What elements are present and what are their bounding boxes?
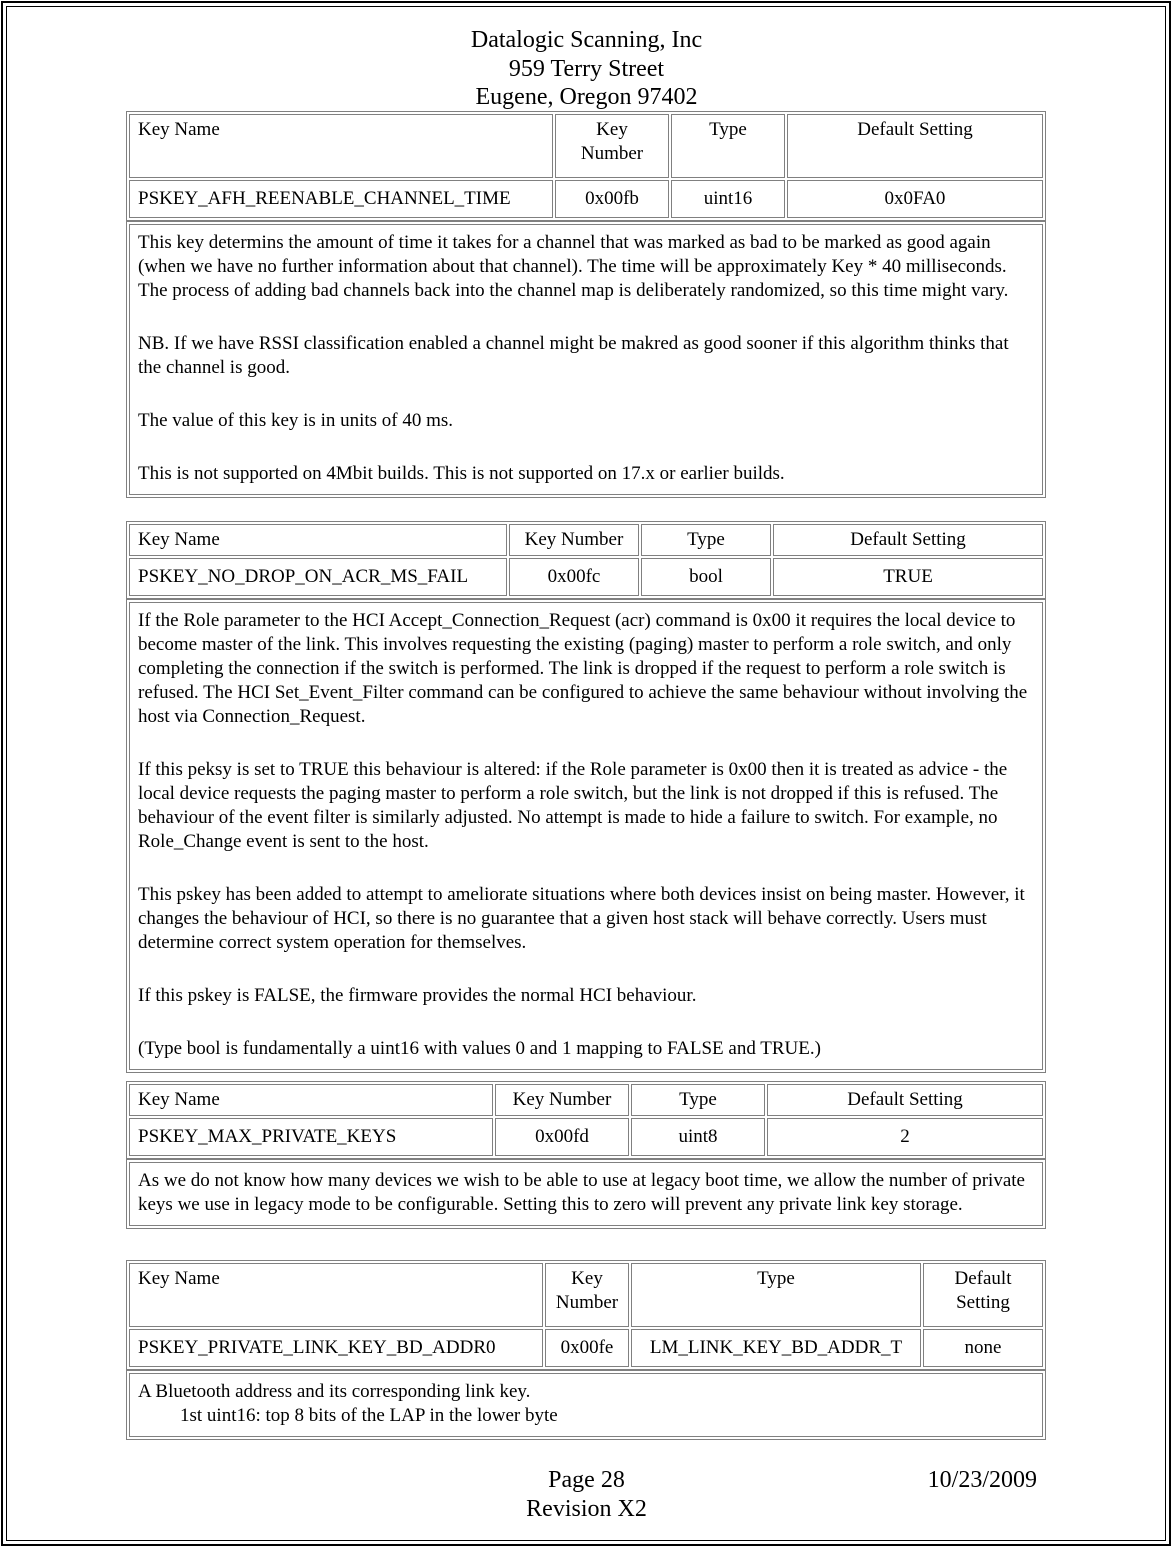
- default-setting-header: Default Setting: [773, 524, 1043, 556]
- description-paragraph: This key determins the amount of time it takes for a channel that was marked as bad to be marked as good again (when we have no further information about that channel). The time will be approximately Key * 40 milliseconds. The process of adding bad channels back into the channel map is deliberately randomized, so this time might vary.: [138, 232, 1009, 301]
- default-setting-value: TRUE: [773, 558, 1043, 596]
- type-header: Type: [631, 1263, 921, 1327]
- company-header: [0, 26, 1173, 112]
- default-setting-header: Default Setting: [787, 114, 1043, 178]
- description-paragraph: 1st uint16: top 8 bits of the LAP in the lower byte: [180, 1405, 558, 1426]
- revision: Revision X2: [526, 1495, 647, 1522]
- key-number-value: 0x00fd: [495, 1118, 629, 1156]
- type-header: Type: [671, 114, 785, 178]
- page-number: Page 28: [548, 1467, 625, 1493]
- default-setting-header: Default Setting: [767, 1084, 1043, 1116]
- key-name-value: PSKEY_NO_DROP_ON_ACR_MS_FAIL: [129, 558, 507, 596]
- default-setting-value: none: [923, 1329, 1043, 1367]
- key-table: [126, 111, 1046, 221]
- key-description: [126, 599, 1046, 1073]
- default-setting-value: 2: [767, 1118, 1043, 1156]
- description-paragraph: This is not supported on 4Mbit builds. This is not supported on 17.x or earlier builds.: [138, 463, 785, 484]
- type-header: Type: [631, 1084, 765, 1116]
- type-value: bool: [641, 558, 771, 596]
- footer-date: 10/23/2009: [927, 1467, 1037, 1493]
- company-city: Eugene, Oregon 97402: [475, 84, 698, 110]
- key-description: [126, 221, 1046, 498]
- key-number-header: Key Number: [545, 1263, 629, 1327]
- description-paragraph: As we do not know how many devices we wish to be able to use at legacy boot time, we allow the number of private keys we use in legacy mode to be configurable. Setting this to zero will prevent any private link key storage.: [138, 1170, 1025, 1215]
- description-paragraph: If this pskey is FALSE, the firmware provides the normal HCI behaviour.: [138, 985, 697, 1006]
- key-description: [126, 1159, 1046, 1229]
- default-setting-value: 0x0FA0: [787, 180, 1043, 218]
- key-entry-no-drop-on-acr: [126, 521, 1046, 1073]
- description-paragraph: The value of this key is in units of 40 ms.: [138, 410, 454, 431]
- type-value: uint8: [631, 1118, 765, 1156]
- description-paragraph: If this peksy is set to TRUE this behaviour is altered: if the Role parameter is 0x00 then it is treated as advice - the local device requests the paging master to perform a role switch, but the link is not dropped if this is refused. The behaviour of the event filter is similarly adjusted. No attempt is made to hide a failure to switch. For example, no Role_Change event is sent to the host.: [138, 759, 1008, 852]
- description-paragraph: NB. If we have RSSI classification enabled a channel might be makred as good sooner if this algorithm thinks that the channel is good.: [138, 333, 1009, 378]
- key-number-header: Key Number: [555, 114, 669, 178]
- type-value: LM_LINK_KEY_BD_ADDR_T: [631, 1329, 921, 1367]
- description-paragraph: This pskey has been added to attempt to ameliorate situations where both devices insist on being master. However, it changes the behaviour of HCI, so there is no guarantee that a given host stack will behave correctly. Users must determine correct system operation for themselves.: [138, 884, 1025, 953]
- key-name-header: Key Name: [129, 1263, 543, 1327]
- type-value: uint16: [671, 180, 785, 218]
- description-paragraph: If the Role parameter to the HCI Accept_Connection_Request (acr) command is 0x00 it requires the local device to become master of the link. This involves requesting the existing (paging) master to perform a role switch, and only completing the connection if the switch is performed. The link is dropped if the request to perform a role switch is refused. The HCI Set_Event_Filter command can be configured to achieve the same behaviour without involving the host via Connection_Request.: [138, 610, 1028, 727]
- page-footer: [0, 1466, 1173, 1523]
- company-name: Datalogic Scanning, Inc: [470, 27, 703, 53]
- key-number-value: 0x00fb: [555, 180, 669, 218]
- key-name-header: Key Name: [129, 1084, 493, 1116]
- key-name-value: PSKEY_AFH_REENABLE_CHANNEL_TIME: [129, 180, 553, 218]
- description-paragraph: A Bluetooth address and its corresponding link key.: [138, 1381, 531, 1402]
- company-street: 959 Terry Street: [508, 55, 665, 82]
- key-table: [126, 521, 1046, 599]
- key-name-value: PSKEY_PRIVATE_LINK_KEY_BD_ADDR0: [129, 1329, 543, 1367]
- key-name-header: Key Name: [129, 524, 507, 556]
- key-table: [126, 1081, 1046, 1159]
- type-header: Type: [641, 524, 771, 556]
- description-paragraph: (Type bool is fundamentally a uint16 with values 0 and 1 mapping to FALSE and TRUE.): [138, 1038, 821, 1059]
- key-name-value: PSKEY_MAX_PRIVATE_KEYS: [129, 1118, 493, 1156]
- key-table: [126, 1260, 1046, 1370]
- key-entry-private-link-key: [126, 1260, 1046, 1440]
- key-number-value: 0x00fe: [545, 1329, 629, 1367]
- key-entry-afh-reenable: [126, 111, 1046, 498]
- key-number-header: Key Number: [509, 524, 639, 556]
- key-number-value: 0x00fc: [509, 558, 639, 596]
- key-name-header: Key Name: [129, 114, 553, 178]
- default-setting-header: Default Setting: [923, 1263, 1043, 1327]
- key-entry-max-private-keys: [126, 1081, 1046, 1229]
- key-description: [126, 1370, 1046, 1440]
- key-number-header: Key Number: [495, 1084, 629, 1116]
